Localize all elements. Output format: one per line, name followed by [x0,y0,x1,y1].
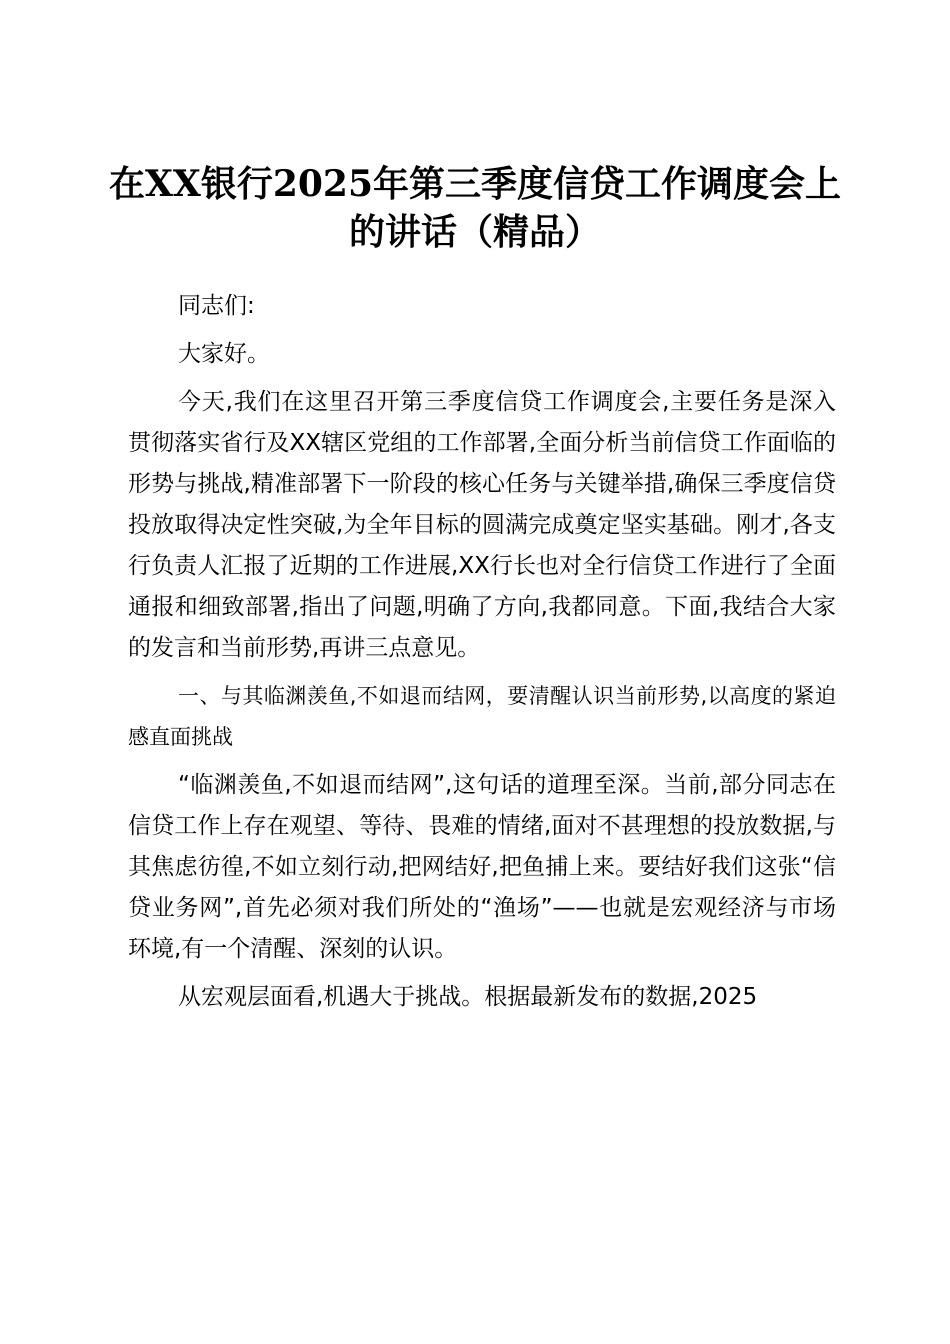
document-body [128,286,836,1025]
body-paragraph: 从宏观层面看,机遇大于挑战。根据最新发布的数据,2025 [178,984,758,1010]
salutation: 同志们: [178,293,255,319]
greeting: 大家好。 [178,341,270,367]
body-paragraph: “临渊羡鱼,不如退而结网”,这句话的道理至深。当前,部分同志在信贷工作上存在观望、等待、畏难的情绪,面对不甚理想的投放数据,与其焦虑彷徨,不如立刻行动,把网结好,把鱼捕上来。要结好我们这张“信贷业务网”,首先必须对我们所处的“渔场”——也就是宏观经济与市场环境,有一个清醒、深刻的认识。 [128,772,836,962]
document-title: 在XX银行2025年第三季度信贷工作调度会上的讲话（精品） [108,163,842,253]
body-paragraph: 今天,我们在这里召开第三季度信贷工作调度会,主要任务是深入贯彻落实省行及XX辖区党组的工作部署,全面分析当前信贷工作面临的形势与挑战,精准部署下一阶段的核心任务与关键举措,确保三季度信贷投放取得决定性突破,为全年目标的圆满完成奠定坚实基础。刚才,各支行负责人汇报了近期的工作进展,XX行长也对全行信贷工作进行了全面通报和细致部署,指出了问题,明确了方向,我都同意。下面,我结合大家的发言和当前形势,再讲三点意见。 [128,389,836,661]
section-heading: 一、与其临渊羡鱼,不如退而结网，要清醒认识当前形势,以高度的紧迫感直面挑战 [128,684,836,749]
